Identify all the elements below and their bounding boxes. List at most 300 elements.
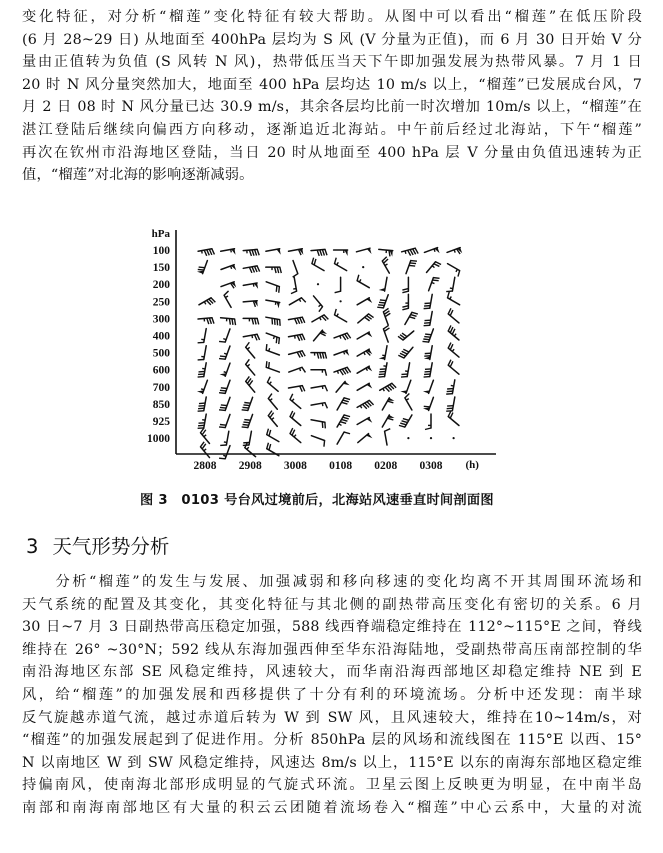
wind-barb — [379, 249, 393, 256]
wind-barb — [311, 420, 325, 429]
barb-half — [405, 371, 408, 372]
barb-full — [232, 319, 233, 325]
wind-time-section-chart — [140, 218, 505, 476]
barb-half — [269, 348, 270, 351]
barb-full — [255, 250, 257, 256]
barb-full — [343, 400, 349, 402]
barb-staff — [385, 431, 387, 445]
wind-barb — [334, 250, 348, 256]
barb-full — [199, 267, 205, 268]
barb-full — [402, 306, 408, 308]
barb-full — [448, 411, 451, 417]
barb-full — [302, 334, 305, 340]
barb-half — [247, 347, 249, 349]
wind-barb — [423, 380, 433, 393]
wind-barb — [335, 258, 347, 271]
paragraph-line: 南部和南海南部地区有大量的积云云团随着流场卷入“榴莲”中心云系中，大量的对流 — [22, 799, 642, 816]
barb-full — [255, 318, 257, 324]
wind-barb — [268, 394, 277, 410]
barb-full — [219, 341, 225, 342]
wind-barb — [219, 346, 230, 359]
barb-half — [273, 336, 274, 339]
wind-barb — [335, 309, 347, 322]
y-tick-label: 700 — [152, 381, 170, 394]
barb-half — [299, 299, 301, 302]
barb-full — [450, 327, 453, 333]
paragraph-line: 值，“榴莲”对北海的影响逐渐减弱。 — [22, 167, 254, 184]
barb-half — [337, 371, 338, 374]
barb-full — [399, 425, 405, 427]
barb-half — [204, 449, 206, 451]
barb-full — [246, 359, 250, 364]
barb-staff — [452, 277, 454, 291]
barb-full — [434, 264, 440, 267]
barb-half — [432, 283, 435, 284]
barb-staff — [385, 346, 387, 360]
wind-barb — [290, 411, 301, 426]
wind-barb — [198, 329, 207, 343]
barb-full — [266, 344, 267, 350]
barb-half — [452, 349, 454, 351]
barb-full — [209, 249, 212, 255]
barb-half — [405, 251, 406, 254]
barb-half — [383, 366, 386, 367]
barb-full — [335, 291, 341, 293]
barb-full — [450, 344, 453, 350]
wind-barb — [337, 432, 350, 444]
barb-full — [300, 386, 303, 392]
barb-full — [448, 308, 451, 314]
barb-staff — [268, 399, 277, 410]
y-tick-label: 250 — [152, 296, 170, 309]
paragraph-line: 反气旋越赤道气流，越过赤道后转为 W 到 SW 风，且风速较大，维持在10~14m/s，对 — [22, 709, 642, 726]
barb-half — [202, 368, 205, 369]
barb-pennant — [379, 288, 385, 291]
barb-half — [224, 442, 227, 443]
paragraph-line: 20 时 N 风分量突然加大，地面至 400 hPa 层均达 10 m/s 以上，“榴莲”已发展成台风，7 — [22, 76, 642, 93]
wind-barb — [289, 334, 305, 341]
paragraph-line: 维持在 26° ~30°N；592 线从东海加强西伸至华东沿海陆地，受副热带高压南部控制的华 — [22, 641, 642, 658]
y-tick-label: 1000 — [147, 433, 170, 446]
wind-barb — [357, 418, 372, 425]
wind-barb — [243, 318, 259, 324]
barb-half — [300, 368, 301, 371]
barb-half — [322, 386, 323, 389]
wind-barb — [198, 249, 214, 256]
barb-half — [454, 250, 455, 253]
barb-full — [295, 319, 298, 325]
barb-staff — [337, 432, 344, 444]
wind-barb — [198, 318, 214, 324]
paragraph-line: N 以南地区 W 到 SW 风稳定维持，风速达 8m/s 以上，115°E 以东的南海东部地区稳定维 — [22, 754, 642, 771]
wind-barb — [201, 442, 210, 458]
x-tick-labels — [194, 459, 480, 472]
wind-barb — [311, 353, 327, 359]
wind-barb — [377, 295, 388, 308]
wind-barb — [289, 367, 306, 372]
barb-staff — [225, 329, 230, 342]
barb-staff — [311, 436, 324, 441]
barb-full — [219, 458, 225, 459]
barb-staff — [357, 383, 369, 390]
barb-full — [219, 427, 225, 428]
x-tick-label: 0108 — [329, 460, 353, 472]
barb-full — [402, 308, 408, 310]
wind-barb — [198, 363, 207, 377]
paragraph-line: 南沿海地区东部 SE 风稳定维持，风速较大，而华南沿海西部地区却稳定维持 NE 到 E — [22, 664, 642, 681]
barb-full — [378, 305, 384, 306]
wind-barb — [407, 437, 409, 439]
paragraph-1 — [22, 6, 642, 187]
barb-half — [385, 264, 388, 266]
barb-half — [202, 420, 205, 421]
wind-barb — [448, 360, 459, 375]
barb-half — [432, 266, 434, 268]
barb-full — [342, 419, 348, 421]
barb-full — [290, 428, 293, 434]
barb-half — [247, 364, 249, 366]
barb-full — [300, 335, 303, 341]
wind-barb — [424, 248, 439, 254]
barb-half — [344, 352, 345, 355]
barb-full — [411, 315, 417, 317]
barb-full — [402, 421, 408, 423]
barb-full — [402, 291, 408, 293]
calm-dot — [430, 437, 432, 439]
barb-full — [452, 329, 455, 335]
wind-barb — [448, 325, 459, 340]
barb-full — [207, 250, 210, 256]
wind-barb — [405, 394, 412, 410]
wind-barb — [268, 411, 277, 427]
wind-barb — [311, 370, 327, 376]
wind-barb — [221, 249, 236, 255]
y-tick-label: 200 — [152, 279, 170, 292]
wind-barb — [358, 314, 374, 323]
barb-pennant — [231, 265, 236, 271]
barb-half — [201, 389, 204, 390]
wind-barb — [430, 437, 432, 439]
wind-barb — [221, 282, 236, 288]
barb-half — [359, 279, 361, 282]
barb-full — [220, 424, 226, 425]
wind-barb — [382, 415, 394, 427]
barb-full — [302, 317, 305, 323]
wind-barb — [399, 415, 412, 427]
barb-half — [204, 302, 206, 305]
wind-barb — [334, 367, 351, 375]
wind-barb — [220, 431, 229, 445]
paragraph-line: 天气系统的配置及其变化，其变化特征与其北侧的副热带高压变化有密切的关系。6 月 — [22, 596, 642, 613]
barb-full — [293, 274, 298, 277]
barb-full — [279, 338, 280, 344]
barb-half — [339, 424, 342, 426]
barb-full — [324, 440, 325, 446]
barb-full — [268, 394, 272, 399]
barb-half — [366, 368, 368, 371]
y-tick-label: 500 — [152, 347, 170, 360]
barb-full — [380, 300, 386, 301]
barb-half — [434, 249, 435, 252]
barb-pennant — [367, 248, 372, 254]
wind-barb — [448, 343, 459, 358]
barb-full — [242, 410, 248, 411]
barb-full — [297, 335, 300, 341]
barb-full — [212, 318, 214, 324]
wind-barb — [219, 329, 230, 342]
barb-full — [423, 339, 429, 340]
barb-full — [325, 353, 327, 359]
barb-half — [201, 356, 204, 357]
barb-pennant — [254, 283, 258, 289]
paragraph-line: 30 日~7 月 3 日副热带高压稳定加强，588 线西脊端稳定维持在 112°~115°E 之间，脊线 — [22, 619, 642, 636]
barb-full — [325, 249, 327, 255]
y-tick-label: 925 — [152, 416, 170, 428]
barb-full — [450, 310, 453, 316]
wind-barb — [383, 308, 390, 325]
barb-full — [243, 405, 249, 406]
barb-full — [249, 250, 251, 256]
wind-barb — [219, 380, 230, 393]
barb-half — [231, 266, 232, 269]
barb-half — [340, 336, 341, 339]
barb-half — [337, 314, 339, 317]
barb-full — [243, 424, 249, 425]
y-tick-label: 100 — [152, 245, 170, 257]
barb-full — [207, 318, 209, 324]
wind-barb — [448, 411, 459, 426]
wind-barb — [289, 298, 305, 305]
barb-full — [244, 403, 250, 404]
barb-staff — [429, 380, 434, 393]
barb-half — [223, 455, 226, 456]
barb-full — [257, 266, 260, 272]
wind-barb — [311, 403, 327, 409]
barb-pennant — [197, 271, 204, 274]
barb-full — [220, 356, 226, 357]
barb-half — [204, 435, 206, 437]
x-tick-label: 0308 — [419, 460, 443, 472]
barb-pennant — [220, 373, 227, 376]
wind-barb — [221, 265, 236, 271]
barb-full — [385, 429, 391, 432]
barb-full — [219, 393, 225, 394]
barb-full — [242, 427, 248, 428]
wind-barb — [289, 351, 306, 358]
wind-barb — [198, 397, 207, 411]
section-title: 天气形势分析 — [52, 535, 170, 558]
wind-barb — [289, 249, 304, 255]
barb-half — [275, 302, 276, 305]
barb-full — [424, 406, 430, 407]
barb-half — [454, 334, 456, 336]
wind-barb — [266, 249, 281, 255]
barb-full — [379, 302, 385, 303]
barb-full — [279, 287, 280, 293]
wind-barb — [405, 312, 418, 324]
section-heading — [26, 531, 169, 559]
wind-barb — [424, 312, 433, 326]
paragraph-line: 变化特征，对分析“榴莲”变化特征有较大帮助。从图中可以看出“榴莲”在低压阶段 — [22, 9, 642, 25]
barb-pennant — [197, 390, 204, 393]
wind-barb — [334, 350, 349, 356]
barb-full — [319, 307, 323, 312]
y-tick-label: 300 — [152, 313, 170, 326]
barb-full — [409, 317, 415, 319]
barb-full — [301, 298, 305, 302]
barb-half — [450, 288, 453, 289]
barb-full — [325, 370, 327, 376]
paragraph-line: 湛江登陆后继续向偏西方向移动，逐渐追近北海站。中午前后经过北海站，下午“榴莲” — [22, 121, 642, 138]
wind-barb — [357, 332, 372, 339]
barb-half — [406, 399, 409, 401]
wind-barb — [201, 428, 210, 444]
x-tick-label: 2908 — [238, 460, 262, 472]
barb-full — [292, 430, 295, 436]
barb-full — [302, 367, 305, 372]
barb-full — [403, 349, 409, 352]
x-axis-unit-label: (h) — [465, 459, 479, 471]
barb-full — [425, 428, 431, 430]
wind-barb — [427, 262, 442, 273]
barb-full — [448, 292, 450, 298]
wind-barb — [243, 266, 259, 273]
paragraph-line: 再次在钦州市沿海地区登陆，当日 20 时从地面至 400 hPa 层 V 分量由负值迅速转为正 — [22, 144, 642, 161]
wind-barb — [380, 383, 396, 391]
barb-staff — [203, 380, 208, 393]
wind-barb — [429, 278, 440, 291]
barb-staff — [204, 329, 206, 343]
wind-barb — [220, 363, 230, 376]
wind-barb — [290, 428, 301, 443]
paragraph-line: 月 2 日 08 时 N 风分量已达 30.9 m/s，其余各层均比前一时次增加 10m/s 以上，“榴莲”在 — [22, 99, 642, 116]
barb-full — [450, 361, 453, 367]
barb-full — [314, 259, 316, 265]
wind-barb — [382, 398, 394, 410]
barb-full — [255, 335, 258, 341]
barb-full — [433, 280, 439, 281]
barb-half — [382, 355, 385, 356]
barb-half — [383, 389, 385, 392]
wind-barb — [379, 277, 387, 291]
wind-barb — [289, 317, 305, 324]
barb-staff — [246, 364, 255, 375]
barb-full — [335, 258, 337, 264]
barb-full — [344, 415, 350, 417]
x-tick-label: 2808 — [193, 460, 217, 472]
wind-barb — [221, 318, 236, 325]
wind-barb — [362, 266, 364, 268]
wind-barb — [224, 291, 231, 307]
wind-barb — [357, 349, 372, 356]
wind-barb — [311, 436, 324, 447]
barb-full — [344, 398, 350, 400]
barb-full — [212, 249, 215, 255]
barb-half — [450, 297, 452, 300]
wind-barb — [197, 261, 207, 274]
wind-barb — [357, 366, 372, 373]
wind-barb — [266, 282, 279, 293]
wind-barb — [448, 264, 460, 277]
barb-pennant — [277, 249, 281, 255]
barb-full — [235, 319, 236, 325]
paragraph-line: 量由正值转为负值 (S 风转 N 风)，热带低压当天下午即加强发展为热带风暴。7 月 1 日 — [22, 54, 642, 71]
barb-pennant — [423, 390, 430, 393]
barb-half — [223, 339, 226, 340]
wind-barb — [385, 429, 391, 445]
wind-barb — [266, 300, 280, 308]
wind-barbs — [197, 248, 462, 459]
barb-half — [322, 403, 323, 406]
wind-barb — [406, 261, 417, 274]
x-tick-label: 3008 — [283, 460, 307, 472]
barb-full — [377, 307, 383, 308]
barb-full — [290, 411, 293, 417]
wind-barb — [246, 359, 255, 375]
barb-half — [269, 382, 271, 384]
barb-full — [387, 401, 393, 403]
barb-full — [448, 360, 451, 366]
wind-barb — [398, 331, 414, 340]
barb-pennant — [344, 350, 349, 356]
wind-barb — [447, 248, 462, 254]
y-tick-label: 400 — [152, 330, 170, 343]
wind-barb — [243, 334, 259, 340]
calm-dot — [362, 266, 364, 268]
barb-full — [209, 318, 211, 324]
barb-full — [302, 386, 305, 392]
barb-full — [229, 319, 230, 325]
barb-full — [269, 362, 270, 368]
wind-barb — [378, 363, 387, 377]
y-tick-label: 600 — [152, 364, 170, 377]
calm-dot — [317, 283, 319, 285]
barb-half — [364, 352, 366, 355]
barb-full — [292, 413, 295, 419]
wind-barb — [334, 333, 351, 340]
barb-half — [294, 435, 296, 437]
barb-staff — [357, 418, 369, 425]
wind-barb — [198, 414, 207, 428]
wind-barb — [291, 277, 297, 293]
barb-full — [257, 249, 259, 255]
barb-pennant — [344, 250, 347, 256]
barb-staff — [385, 277, 387, 291]
barb-full — [410, 263, 416, 264]
barb-full — [448, 325, 451, 331]
barb-full — [398, 355, 404, 358]
barb-pennant — [231, 249, 235, 255]
wind-barb — [246, 342, 255, 358]
barb-full — [344, 432, 350, 434]
wind-barb — [335, 277, 341, 293]
barb-full — [409, 265, 415, 266]
barb-half — [272, 418, 274, 420]
paragraph-2 — [22, 571, 642, 820]
barb-full — [400, 423, 406, 425]
barb-full — [204, 250, 207, 256]
wind-barb — [266, 361, 279, 372]
calm-dot — [340, 300, 342, 302]
wind-barb — [199, 298, 215, 305]
wind-barb — [266, 333, 279, 344]
barb-full — [317, 353, 319, 359]
barb-half — [270, 399, 272, 401]
barb-staff — [204, 346, 206, 360]
calm-dot — [453, 437, 455, 439]
wind-barb — [293, 261, 298, 278]
wind-barb — [448, 308, 459, 323]
